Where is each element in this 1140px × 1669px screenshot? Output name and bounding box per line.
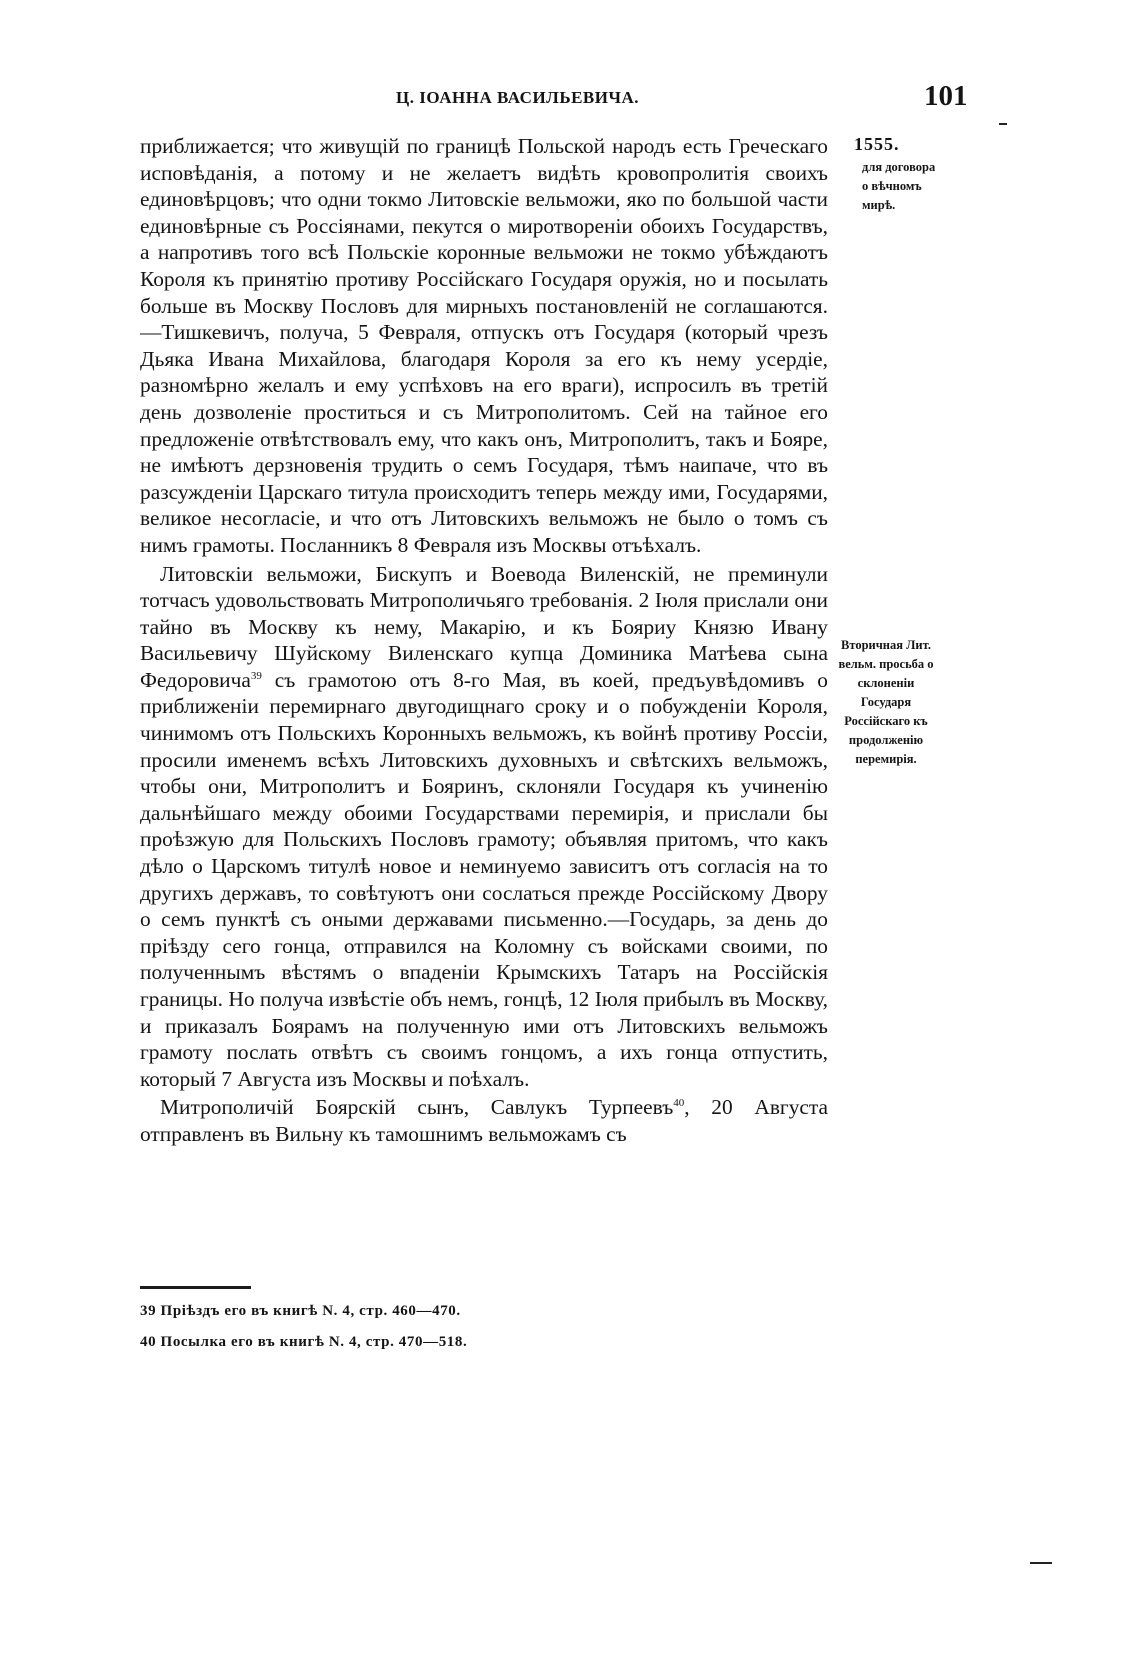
paragraph-3	[140, 1094, 828, 1147]
margin-note-second-request: Вторичная Лит. вельм. просьба о склоненіи Государя Россійскаго къ продолженію перемирія.	[838, 638, 934, 766]
margin-year: 1555.	[854, 134, 900, 154]
paragraph-1: приближается; что живущій по границѣ Польской народъ есть Греческаго исповѣданія, а потому и не желаетъ видѣть кровопролитія своихъ единовѣрцовъ; что одни токмо Литовскіе вельможи, яко по большой части единовѣрные съ Россіянами, пекутся о миротвореніи обоихъ Государствъ, а напротивъ того всѣ Польскіе коронные вельможи не токмо убѣждаютъ Короля къ принятію противу Россійскаго Государя оружія, но и посылать больше въ Москву Пословъ для мирныхъ постановленій не соглашаются.—Тишкевичъ, получа, 5 Февраля, отпускъ отъ Государя (который чрезъ Дьяка Ивана Михайлова, благодаря Короля за его къ нему усердіе, разномѣрно желалъ и ему успѣховъ на его враги), испросилъ въ третій день дозволеніе проститься и съ Митрополитомъ. Сей на тайное его предложеніе отвѣтствовалъ ему, что какъ онъ, Митрополитъ, такъ и Бояре, не имѣютъ дерзновенія трудить о семъ Государя, тѣмъ наипаче, что въ разсужденіи Царскаго титула происходитъ теперь между ими, Государями, великое несогласіе, и что отъ Литовскихъ вельможъ не было о томъ съ нимъ грамоты. Посланникъ 8 Февраля изъ Москвы отъѣхалъ.	[140, 134, 828, 557]
footnote-ref-40: 40	[673, 1097, 685, 1110]
margin-note-treaty: для договора о вѣчномъ мирѣ.	[862, 160, 936, 212]
footnote-39: 39 Пріѣздъ его въ книгѣ N. 4, стр. 460—470.	[140, 1303, 461, 1319]
running-head: Ц. ІОАННА ВАСИЛЬЕВИЧА.	[396, 88, 639, 107]
scan-mark	[1030, 1562, 1052, 1564]
paragraph-2-text-a: Литовскіи вельможи, Бискупъ и Воевода Виленскій, не преминули тотчасъ удовольствовать Митрополичьяго требованія. 2 Іюля прислали они тайно въ Москву къ нему, Макарію, и къ Бояриу Князю Ивану Васильевичу Шуйскому Виленскаго купца Доминика Матѣева сына Федоровича	[140, 561, 828, 692]
paragraph-2-text-b: съ грамотою отъ 8-го Мая, въ коей, предъувѣдомивъ о приближеніи перемирнаго двугодищнаго сроку и о побужденіи Короля, чинимомъ отъ Польскихъ Коронныхъ вельможъ, къ войнѣ противу Россіи, просили именемъ всѣхъ Литовскихъ духовныхъ и свѣтскихъ вельможъ, чтобы они, Митрополитъ и Бояринъ, склоняли Государя къ учиненію дальнѣйшаго между обоими Государствами перемирія, и прислали бы проѣзжую для Польскихъ Пословъ грамоту; объявляя притомъ, что какъ дѣло о Царскомъ титулѣ новое и неминуемо зависитъ отъ согласія на то другихъ державъ, то совѣтуютъ они сослаться прежде Россійскому Двору о семъ пунктѣ съ оными державами письменно.—Государь, за день до пріѣзду сего гонца, отправился на Коломну съ войсками своими, по полученнымъ вѣстямъ о впаденіи Крымскихъ Татаръ на Россійскія границы. Но получа извѣстіе объ немъ, гонцѣ, 12 Іюля прибылъ въ Москву, и приказалъ Боярамъ на полученную ими отъ Литовскихъ вельможъ грамоту послать отвѣтъ съ своимъ гонцомъ, а ихъ гонца отпустить, который 7 Августа изъ Москвы и поѣхалъ.	[140, 667, 828, 1091]
body-text	[140, 133, 828, 1148]
footnote-divider	[140, 1286, 251, 1289]
page-number: 101	[924, 80, 968, 112]
footnote-ref-39: 39	[250, 669, 262, 682]
footnote-40: 40 Посылка его въ книгѣ N. 4, стр. 470—518.	[140, 1334, 468, 1350]
paragraph-2	[140, 561, 828, 1093]
scan-mark	[999, 123, 1007, 125]
paragraph-3-text-b: , 20 Августа отправленъ въ Вильну къ тамошнимъ вельможамъ съ	[140, 1095, 828, 1146]
paragraph-3-text-a: Митрополичій Боярскій сынъ, Савлукъ Турпеевъ	[160, 1095, 674, 1120]
